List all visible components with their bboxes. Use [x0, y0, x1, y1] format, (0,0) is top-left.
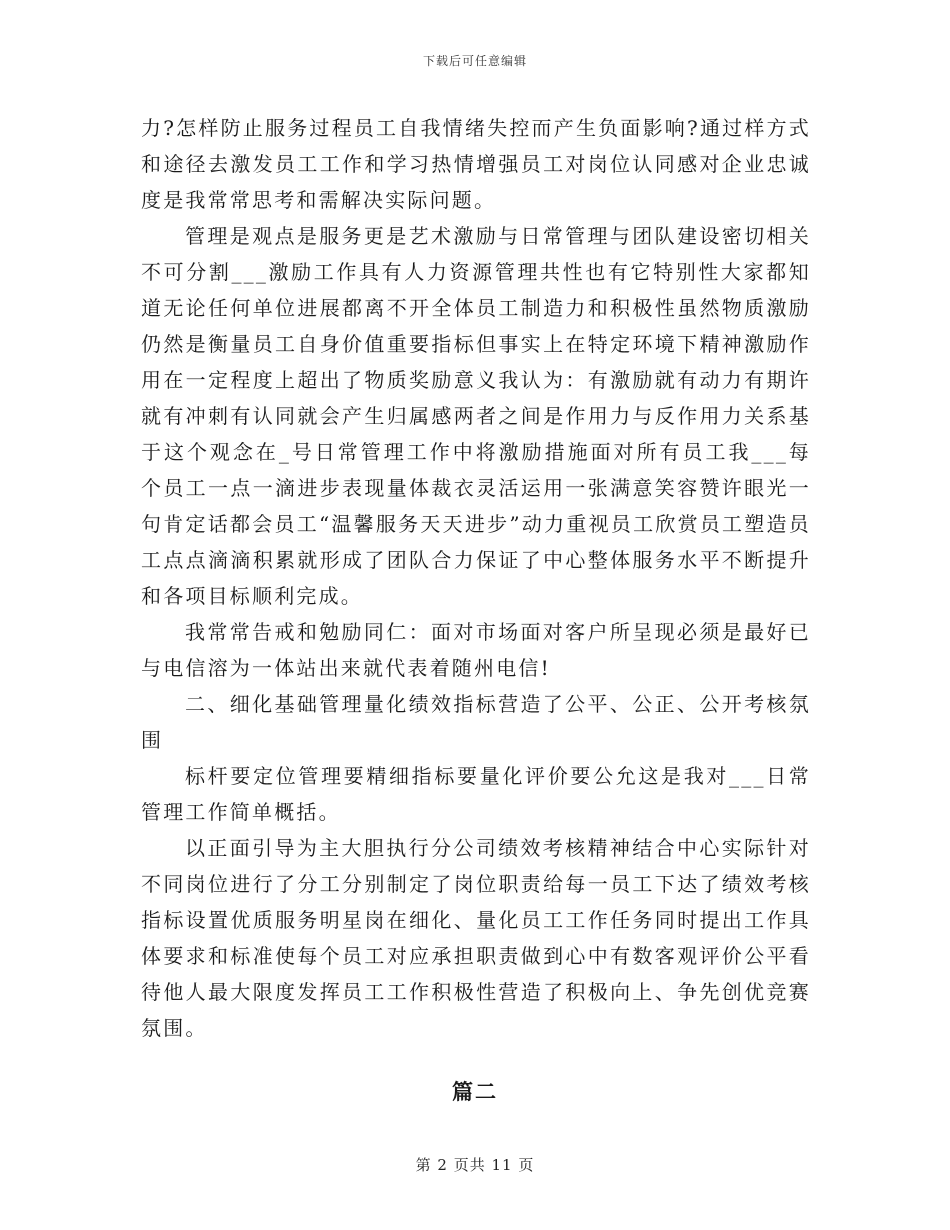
- document-body: [141, 110, 811, 1046]
- section-heading-2: 二、细化基础管理量化绩效指标营造了公平、公正、公开考核氛围: [141, 692, 811, 752]
- paragraph-4: 标杆要定位管理要精细指标要量化评价要公允这是我对___日常管理工作简单概括。: [141, 764, 811, 824]
- page-header: 下载后可任意编辑: [422, 54, 527, 68]
- paragraph-3: 我常常告戒和勉励同仁：面对市场面对客户所呈现必须是最好已与电信溶为一体站出来就代表着随州电信!: [141, 620, 811, 680]
- section-title: 篇二: [452, 1079, 498, 1104]
- paragraph-1: 力?怎样防止服务过程员工自我情绪失控而产生负面影响?通过样方式和途径去激发员工工作和学习热情增强员工对岗位认同感对企业忠诚度是我常常思考和需解决实际问题。: [141, 116, 811, 212]
- page-footer: 第 2 页共 11 页: [415, 1156, 535, 1174]
- paragraph-5: 以正面引导为主大胆执行分公司绩效考核精神结合中心实际针对不同岗位进行了分工分别制定了岗位职责给每一员工下达了绩效考核指标设置优质服务明星岗在细化、量化员工工作任务同时提出工作具体要求和标准使每个员工对应承担职责做到心中有数客观评价公平看待他人最大限度发挥员工工作积极性营造了积极向上、争先创优竞赛氛围。: [141, 836, 811, 1040]
- paragraph-2: 管理是观点是服务更是艺术激励与日常管理与团队建设密切相关不可分割___激励工作具有人力资源管理共性也有它特别性大家都知道无论任何单位进展都离不开全体员工制造力和积极性虽然物质激励仍然是衡量员工自身价值重要指标但事实上在特定环境下精神激励作用在一定程度上超出了物质奖励意义我认为：有激励就有动力有期许就有冲刺有认同就会产生归属感两者之间是作用力与反作用力关系基于这个观念在_号日常管理工作中将激励措施面对所有员工我___每个员工一点一滴进步表现量体裁衣灵活运用一张满意笑容赞许眼光一句肯定话都会员工“温馨服务天天进步”动力重视员工欣赏员工塑造员工点点滴滴积累就形成了团队合力保证了中心整体服务水平不断提升和各项目标顺利完成。: [141, 224, 811, 608]
